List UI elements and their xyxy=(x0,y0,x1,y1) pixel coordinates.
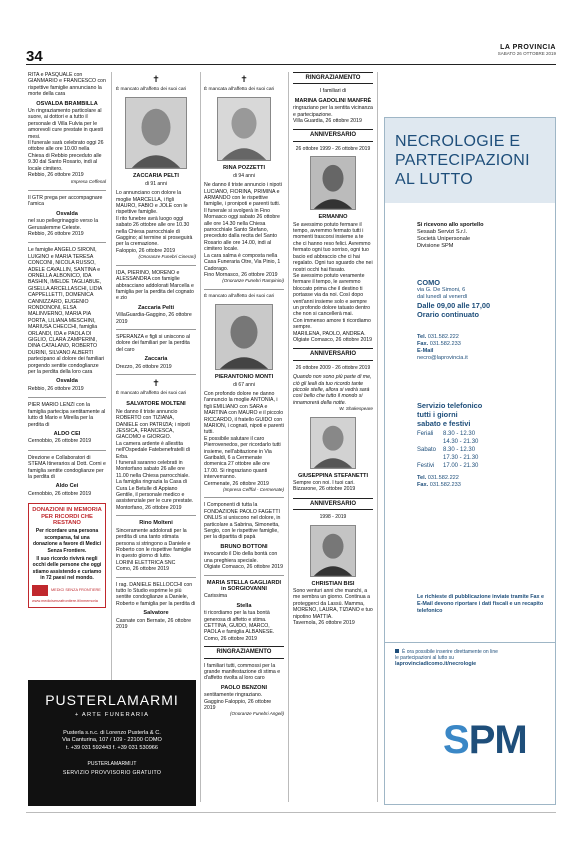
notice-place: Casnate con Bernate, 26 ottobre 2019 xyxy=(116,617,191,630)
cross-icon: ✝ xyxy=(152,74,160,84)
notice-text: I rag. DANIELE BELLOCCHI con tutto lo Studio esprime le più sentite condoglianze a Daniele, Roberto e famiglia per la perdita di xyxy=(116,581,196,607)
donation-subtitle: PER RICORDI CHE RESTANO xyxy=(41,513,93,526)
notice-text: Direzione e Collaboratori di STEMA Itinerarios al Dott. Corni e famiglia sentite condoglianze per la perdita di xyxy=(28,454,106,480)
deceased-name: Rino Molteni xyxy=(139,520,173,527)
service-title: Servizio telefonico xyxy=(417,401,483,410)
msf-logo-row xyxy=(32,585,102,596)
panel-title xyxy=(385,118,555,203)
notice-text: SPERANZA e figli si uniscono al dolore dei familiari per la perdita del caro xyxy=(116,333,191,353)
notice-famiglie xyxy=(28,247,106,392)
deceased-name: CHRISTIAN BISI xyxy=(311,580,355,587)
notice-text: I funerali saranno celebrati in Montorfano sabato 26 alle ore 11.00 nella Chiesa parrocchiale. La famiglia ringrazia la Casa di Cura Le Betulle di Appiano Gentile, il personale medico e assistenziale per le cure prestate. xyxy=(116,460,194,505)
notice-text: ringraziano per la sentita vicinanza e partecipazione. xyxy=(293,105,373,118)
notice-place: Fino Mornasco, 26 ottobre 2019 xyxy=(204,271,278,278)
divider xyxy=(28,190,106,191)
service-hours xyxy=(417,430,549,470)
anniversary-dates: 1998 - 2019 xyxy=(319,514,347,521)
issue-date: SABATO 26 OTTOBRE 2019 xyxy=(497,51,556,56)
ad-phone: t. +39 031 592443 f. +39 031 530966 xyxy=(65,744,159,751)
notice-heading: È mancata all'affetto dei suoi cari xyxy=(204,87,275,92)
time-range: 8.30 - 12.30 xyxy=(443,447,476,453)
notice-place: Cernobbio, 26 ottobre 2019 xyxy=(28,438,92,445)
spm-logo-pm: PM xyxy=(468,718,527,762)
notice-place: Villa Guardia, 26 ottobre 2019 xyxy=(293,118,362,125)
divider xyxy=(28,397,106,398)
spm-info-panel xyxy=(384,117,556,805)
office-address xyxy=(417,278,549,319)
fax-label: Fax. xyxy=(417,482,429,488)
notice-place: Drezzo, 26 ottobre 2019 xyxy=(116,363,172,370)
notice-text: Sinceramente addolorati per la perdita di una tanto stimata persona si stringono a Daniele e Roberto con le rispettive famiglie in questo giorno di lutto. xyxy=(116,527,192,560)
notice-place: Tavernola, 26 ottobre 2019 xyxy=(293,620,355,627)
spm-logo xyxy=(443,718,527,763)
notice-text: invocando il Dio della bontà con una preghiera speciale. xyxy=(204,551,278,564)
portrait-silhouette-icon xyxy=(311,418,355,468)
anniversary-dates: 26 ottobre 2009 - 26 ottobre 2019 xyxy=(295,364,371,371)
notice-text: Il funerale si svolgerà in Fino Mornasco oggi sabato 26 ottobre alle ore 14.30 nella Chiesa parrocchiale Santo Stefano, preceduto dalla recita del Santo Rosario alle ore 14.00, indi al cimitero locale. xyxy=(204,207,280,253)
panel-title-line: PARTECIPAZIONI xyxy=(395,152,530,169)
notice-text: nel suo pellegrinaggio verso la Gerusalemme Celeste. xyxy=(28,218,99,231)
deceased-age: di 94 anni xyxy=(233,172,255,179)
time-range: 17.30 - 21.30 xyxy=(443,455,479,461)
notice-text: Il GTR prega per accompagnare l'amica xyxy=(28,194,103,208)
notice-place: Gaggino Faloppio, 26 ottobre 2019 xyxy=(204,698,272,711)
address-line: dal lunedì al venerdì xyxy=(417,294,468,300)
divider xyxy=(116,515,196,516)
ad-address xyxy=(28,730,196,752)
notice-signature: (Onoranze Funebri Cinerari) xyxy=(138,254,196,260)
notice-place: Cernobbio, 26 ottobre 2019 xyxy=(28,490,92,497)
portrait-photo xyxy=(310,525,356,577)
ad-service: SERVIZIO PROVVISORIO GRATUITO xyxy=(62,770,162,777)
header-rule xyxy=(26,64,556,65)
office-hours-note: Orario continuato xyxy=(417,310,480,319)
notice-text: Con immenso amore ti ricordiamo sempre. xyxy=(293,317,371,331)
portrait-silhouette-icon xyxy=(126,98,186,168)
notice-place: Como, 26 ottobre 2019 xyxy=(116,566,170,573)
time-range: 14.30 - 21.30 xyxy=(443,439,479,445)
notice-text: La camera ardente è allestita nell'Ospedale Fatebenefratelli di Erba. xyxy=(116,440,190,460)
tel-label: Tel. xyxy=(417,475,427,481)
notice-heading: È mancato all'affetto dei suoi cari xyxy=(204,293,275,299)
msf-name: MEDICI SENZA FRONTIERE xyxy=(51,587,101,592)
section-heading: ANNIVERSARIO xyxy=(293,129,373,141)
tel-number[interactable]: 031.582.222 xyxy=(427,475,459,481)
deceased-name: ALDO CEI xyxy=(53,430,81,437)
deceased-name: SALVATORE MOLTENI xyxy=(126,401,186,408)
notice-place: Olgiate Comasco, 26 ottobre 2019 xyxy=(293,336,373,343)
notice-text: Un ringraziamento particolare al suore, ai dottori e a tutto il personale di Villa Fulvia per le amorevoli cure prestate in questi mesi. xyxy=(28,108,103,140)
notice-text: Con profondo dolore ne danno l'annuncio la moglie ANTONIA, i figli EMILIANO con SARA e MARTINA con MAURO e il piccolo RICCARDO, il fratello GUIDO con MARION, i cognati, nipoti e parenti tutti. xyxy=(204,390,284,436)
notice-place: Montorfano, 26 ottobre 2019 xyxy=(116,504,182,511)
masthead xyxy=(498,44,556,56)
divider xyxy=(28,450,106,451)
deceased-name: ZACCARIA PELTI xyxy=(133,173,179,180)
section-heading: RINGRAZIAMENTO xyxy=(204,646,284,658)
day-label: Sabato xyxy=(417,447,437,453)
deceased-name: BRUNO BOTTONI xyxy=(220,543,268,550)
cross-icon: ✝ xyxy=(240,74,248,84)
online-notice xyxy=(385,642,555,674)
notice-place: Bizzarone, 26 ottobre 2019 xyxy=(293,486,356,493)
notice-text: RITA e PASQUALE con GIANMARIO e FRANCESCO con rispettive famiglie annunciano la morte della cara xyxy=(28,72,106,98)
notice-signature: (Onoranze Funebri Angeli) xyxy=(230,711,284,717)
column-divider xyxy=(200,72,201,802)
page-number: 34 xyxy=(26,48,43,65)
notice-place: Rebbio, 26 ottobre 2019 xyxy=(28,385,84,392)
notice-brambilla xyxy=(28,72,106,185)
column-4 xyxy=(293,72,373,627)
notice-text: PIER MARIO LENZI con la famiglia partecipa sentitamente al lutto di Mario e Mirella per la perdita di xyxy=(28,402,106,428)
day-label: Festivi xyxy=(417,463,435,469)
donation-url[interactable]: www.medicisenzafrontiere.it/inmemoria xyxy=(32,598,98,603)
notice-text: La cara salma è composta nella Casa Funeraria Otre, Via Pinio, 1 Cadorago. xyxy=(204,252,281,272)
donation-title: DONAZIONI IN MEMORIA xyxy=(32,507,102,514)
notice-text: Ne danno il triste annuncio i nipoti LUCIANO, FIORINA, PRIMINA e ARMANDO con le rispettive famiglie, i pronipoti e parenti tutti. xyxy=(204,182,282,208)
notice-text: ti ricordiamo per la tua bontà generosa di affetto e stima. CETTINA, GUIDO, MARCO, PAOLA e famiglia ALBANESE. xyxy=(204,610,275,636)
portrait-photo xyxy=(310,417,356,469)
msf-donation-ad[interactable] xyxy=(28,503,106,608)
notice-text: Lo annunciano con dolore la moglie MARCELLA, i figli MAURO, FABIO e JOLE con le rispettive famiglie. xyxy=(116,190,188,216)
portrait-photo xyxy=(310,156,356,210)
fax-label: Fax. xyxy=(417,341,429,347)
notice-text: E possibile salutare il caro Pierrovenedos, per ricordarlo tutti insieme, nell'abitazione in Via Garibaldi, 6 a Cermenate domenica 27 ottobre alle ore 17.00. Si ringraziano quanti interverranno. xyxy=(204,435,281,481)
notice-gtr xyxy=(28,195,106,237)
section-heading: ANNIVERSARIO xyxy=(293,498,373,510)
portrait-photo xyxy=(215,304,273,370)
ad-brand: PUSTERLAMARMI xyxy=(45,692,179,708)
column-1 xyxy=(28,72,106,608)
deceased-age: di 91 anni xyxy=(145,180,167,187)
notice-signature: Impresa Ceffenal xyxy=(71,178,106,184)
portrait-silhouette-icon xyxy=(311,526,355,576)
deceased-name: MARIA STELLA GAGLIARDI in SORGIOVANNI xyxy=(206,579,282,592)
divider xyxy=(28,242,106,243)
deceased-name: PIERANTONIO MONTI xyxy=(214,374,274,381)
msf-logo-icon xyxy=(32,585,48,596)
cross-icon: ✝ xyxy=(152,377,160,388)
notice-heading: È mancato all'affetto dei suoi cari xyxy=(116,390,187,396)
city: COMO xyxy=(417,278,440,287)
fiscal-note: Le richieste di pubblicazione inviate tramite Fax e E-Mail devono riportare i dati fiscali e un recapito telefonico xyxy=(417,594,545,614)
column-divider xyxy=(288,72,289,802)
notice-text: Il funerale sarà celebrato oggi 26 ottobre alle ore 10.00 nella Chiesa di Rebbio preceduto alle 9.30 dal Santo Rosario, indi al locale cimitero. xyxy=(28,140,104,172)
email-label: E-Mail xyxy=(417,348,434,354)
deceased-name: Zaccaria xyxy=(144,356,168,363)
portrait-silhouette-icon xyxy=(311,157,355,209)
bullet-square-icon xyxy=(395,649,399,653)
deceased-name: Salvatore xyxy=(143,610,169,617)
section-heading: ANNIVERSARIO xyxy=(293,348,373,360)
ad-website[interactable]: PUSTERLAMARMI.IT xyxy=(87,761,137,768)
notice-org: LORINI ELETTRICA SNC xyxy=(116,559,176,566)
phone-service xyxy=(417,401,549,489)
portrait-photo xyxy=(125,97,187,169)
office-line: Società Unipersonale xyxy=(417,236,471,242)
notice-text: Le famiglie ANGELO SIRONI, LUIGINO e MARIA TERESA CONCONI, NICOLA RUSSO, ADELE CAVALLIN, SANTINA e ORNELLA ALBONICO, IDA BASHIN, IMELDE TAGLIABUE, GISELLA ARCELLASCHI, LIDIA CAPPELLETTI, DOMENICA CANNIZZARO, EUGENIO RONDONONI, ELSA MALINVERNO, MARIA PIA PORTA, LILIANA MESCHINI, MARIUSA CHECCHI, famiglia ORLANDI, IDA e PAOLA DI GIGLIO, CLARA ZAMPERINI, DINA CATALANO, ROBERTO DURINI, SILVANO ALBERTI partecipano al dolore dei familiari porgendo sentite condoglianze per la perdita della loro cara xyxy=(28,247,105,376)
notice-text: sentitamente ringraziano. xyxy=(204,692,263,699)
deceased-name: ERMANNO xyxy=(318,214,348,221)
online-text: È ora possibile inserire direttamente on line xyxy=(402,649,498,655)
portrait-photo xyxy=(217,97,271,161)
tel-label: Tel. xyxy=(417,334,427,340)
notice-heading: È mancato all'affetto dei suoi cari xyxy=(116,87,187,92)
fax-number[interactable]: 031.582.233 xyxy=(429,482,461,488)
email-link[interactable]: necro@laprovincia.it xyxy=(417,355,468,361)
deceased-age: di 67 anni xyxy=(233,381,255,388)
column-2 xyxy=(116,72,196,630)
notice-text: Se avessimo potuto fermare il tempo, avremmo fermato tutti i momenti trascorsi insieme a te che ci hanno reso felici. Avremmo fermato ogni tuo sorriso, ogni tuo bacio ed abbraccio che ci hai regalato. Ogni tuo sguardo che nei nostri occhi hai fissato. xyxy=(293,221,373,273)
notice-lenzi xyxy=(28,402,106,444)
spm-logo-s: S xyxy=(443,718,469,762)
office-line: Si ricevono allo sportello xyxy=(417,222,484,228)
notice-place: Cermenate, 26 ottobre 2019 xyxy=(204,480,269,487)
deceased-nickname: Stella xyxy=(236,602,252,609)
address-line: via G. De Simoni, 6 xyxy=(417,287,466,293)
notice-stema xyxy=(28,455,106,497)
divider xyxy=(116,265,196,266)
service-title: sabato e festivi xyxy=(417,419,471,428)
deceased-name: PAOLO BENZONI xyxy=(220,684,268,691)
divider xyxy=(116,374,196,375)
portrait-silhouette-icon xyxy=(216,305,272,369)
contacts xyxy=(417,334,549,362)
notice-place: VillaGuardia-Gaggino, 26 ottobre 2019 xyxy=(116,312,192,325)
notice-text: Il rito funebre avrà luogo oggi sabato 26 ottobre alle ore 10.30 nella Chiesa parrocchiale di Gaggino; al termine si proseguirà per la cremazione. xyxy=(116,215,193,248)
divider xyxy=(204,289,284,290)
ad-subtitle: + ARTE FUNERARIA xyxy=(74,712,150,718)
fax-number[interactable]: 031.582.233 xyxy=(429,341,461,347)
notice-place: Rebbio, 26 ottobre 2019 xyxy=(28,230,84,237)
notice-family: MARILENA, PAOLO, ANDREA. xyxy=(293,330,366,337)
day-label xyxy=(417,454,443,462)
office-hours: Dalle 09,00 alle 17,00 xyxy=(417,301,491,310)
deceased-name: OSVALDA BRAMBILLA xyxy=(36,100,98,107)
office-line: Divisione SPM xyxy=(417,243,454,249)
newspaper-name: LA PROVINCIA xyxy=(500,44,556,51)
notice-place: Rebbio, 26 ottobre 2019 xyxy=(28,172,84,179)
deceased-name: Osvalda xyxy=(56,378,78,385)
notice-text: I Componenti di tutta la FONDAZIONE PAOLO FAGETTI ONLUS si uniscono nel dolore, in particolare a Sabrina, Simonetta, Sergio, con le rispettive famiglie, per la dipartita di papà xyxy=(204,502,281,541)
ad-company: Pusterla s.n.c. di Lorenzo Pusterla & C. xyxy=(63,730,161,736)
ad-street: Via Canturina, 107 / 109 - 22100 COMO xyxy=(62,737,162,744)
notice-text: IDA, PIERINO, MORENO e ALESSANDRA con famiglie abbracciano addolorati Marcella e famiglia per la perdita del cognato e zio xyxy=(116,269,194,302)
necrologie-link[interactable]: laprovinciadicomo.it/necrologie xyxy=(395,661,477,668)
footer-rule xyxy=(26,812,556,813)
notice-place: Olgiate Comasco, 26 ottobre 2019 xyxy=(204,564,284,571)
notice-text: Sono venturi anni che manchi, a me sembra un giorno. Continua a proteggerci da Lassù. Mamma, MORENO, LAURA, TIZIANO e tuo nipotino MATTIA. xyxy=(293,588,373,620)
donation-body: Per ricordare una persona scomparsa, fai una donazione a favore di Medici Senza Frontiere. xyxy=(32,528,102,554)
time-range: 17.00 - 21.30 xyxy=(443,463,479,469)
notice-text: Ne danno il triste annuncio ROBERTO con TIZIANA, DANIELE con PATRIZIA; i nipoti JESSICA, FRANCESCA, GIACOMO e GIORGIO. xyxy=(116,408,190,441)
deceased-name: Aldo Cei xyxy=(55,483,79,490)
office-info xyxy=(417,222,549,250)
column-3 xyxy=(204,72,284,718)
notice-place: Faloppio, 26 ottobre 2019 xyxy=(116,247,176,254)
divider xyxy=(116,577,196,578)
notice-signature: (Impresa Cefffal - Cermenate) xyxy=(222,487,284,493)
online-text: le partecipazioni al lutto su xyxy=(395,655,454,662)
day-label: Feriali xyxy=(417,431,434,437)
section-heading: RINGRAZIAMENTO xyxy=(293,72,373,84)
tel-number[interactable]: 031.582.222 xyxy=(427,334,459,340)
notice-text: Carissima xyxy=(204,593,228,600)
deceased-name: RINA POZZETTI xyxy=(222,165,266,172)
donation-body: Il suo ricordo rivivrà negli occhi delle persone che oggi stiamo assistendo e curiamo in 72 paesi nel mondo. xyxy=(32,556,102,582)
divider xyxy=(204,575,284,576)
divider xyxy=(116,329,196,330)
deceased-name: Osvalda xyxy=(56,210,78,217)
panel-title-line: NECROLOGIE E xyxy=(395,133,521,150)
notice-place: Como, 26 ottobre 2019 xyxy=(204,635,258,642)
notice-text: I familiari tutti, commossi per la grande manifestazione di stima e d'affetto rivolta al loro caro xyxy=(204,662,281,682)
notice-text: Sempre con noi. I tuoi cari. xyxy=(293,480,355,487)
notice-text: I familiari di xyxy=(319,88,347,95)
deceased-name: MARINA GADOLINI MANFRÈ xyxy=(294,97,372,104)
panel-title-line: AL LUTTO xyxy=(395,171,473,188)
time-range: 8.30 - 12.30 xyxy=(443,431,476,437)
quote-author: W. Shakespeare xyxy=(339,406,373,412)
poem-quote: Quando non sono più parte di me, ciò gli leali da tuo ricordo tante piccole stelle, allora si vedrà sarà così bello che tutto il mondo si innamorerà della notte. xyxy=(293,374,372,406)
notice-signature: (Onoranze Funebri Rampinini) xyxy=(222,278,284,284)
notice-text: Se avessimo potuto veramente fermare il tempo, le avremmo bloccato prima che il destino ti portasse via da noi. Così dopo vent'anni insieme solo e sempre un profondo dolore tatuato dentro che non si cancellerà mai. xyxy=(293,272,371,318)
deceased-name: Zaccaria Pelti xyxy=(137,304,175,311)
service-title: tutti i giorni xyxy=(417,410,458,419)
anniversary-dates: 26 ottobre 1999 - 26 ottobre 2019 xyxy=(295,145,371,152)
day-label xyxy=(417,438,443,446)
divider xyxy=(204,497,284,498)
pusterla-marmi-ad[interactable] xyxy=(28,680,196,806)
column-divider xyxy=(377,72,378,802)
deceased-name: GIUSEPPINA STEFANETTI xyxy=(297,472,369,479)
office-line: Sesaab Servizi S.r.l. xyxy=(417,229,468,235)
portrait-silhouette-icon xyxy=(218,98,270,160)
